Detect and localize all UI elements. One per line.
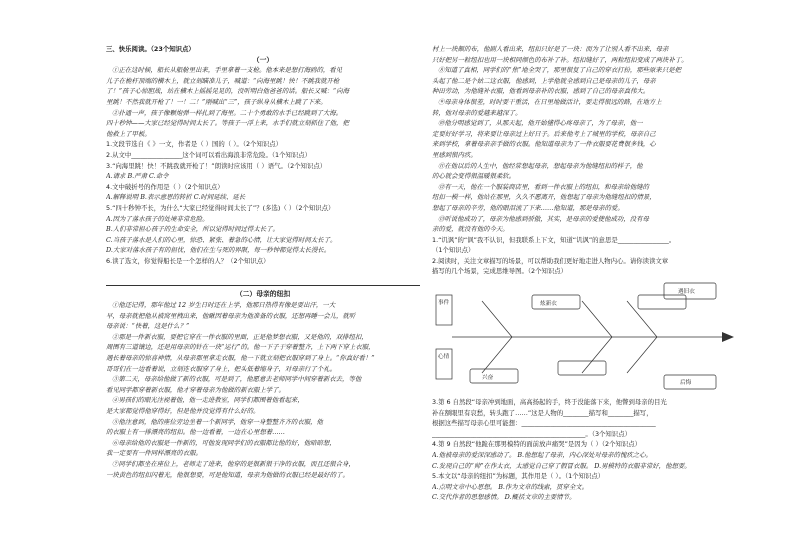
passage2-line: ⑤他注意到，他的座位旁边坐着一个新同学，他穿一身整整齐齐的衣服，他	[112, 417, 323, 426]
branch-line	[627, 337, 657, 373]
passage2-line: 头起了他二是个姑二这衣服，他感到，上学他就全感到自己是母亲的儿子，母亲	[432, 76, 656, 85]
branch-line	[582, 301, 612, 337]
passage2-line: ③第二天，母亲给他做了新的衣服，可是到了，他愿意去老师同学中间穿着新衣去，等他	[112, 375, 362, 384]
question-option: D.大家对落水孩子有的担忧，他们在生与死的界限，每一秒钟都觉得太长漫长。	[106, 246, 331, 255]
passage1-line: 四十秒钟——大家已经觉得时间太长了。等孩子一浮上来，水手们就立刻抓住了他，把	[106, 119, 349, 128]
question: 2.从文中________________这个词可以看出海浪非常危险。（1个知识点）	[106, 150, 312, 159]
box-label: 兴奋	[482, 375, 494, 382]
passage1-line: 儿子在桅杆顶端的横木上，就立刻瞄准儿子，喊道：“向海里跳！快！不跳我就开枪	[106, 76, 340, 85]
question-option: A.他被母亲的爱深深感动了。 B.他想起了母亲，内心深处对母亲的愧疚之心。	[432, 451, 652, 460]
passage1-line: 里跳！不然我就开枪了！一！二！”刚喊出“三”，孩子纵身从横木上跳了下来。	[106, 97, 327, 106]
question: 6.读了选文，你觉得船长是一个怎样的人？（2个知识点）	[106, 256, 270, 265]
branch-line	[482, 301, 512, 337]
passage2-line: 定要好好学习，将来要让母亲过上好日子。后来他考上了城里的学校，母亲自己	[432, 129, 656, 138]
passage2-line: 种田劳动，为他缝补衣服，他看到母亲补的衣服，感到了自己的母亲真伟大。	[432, 87, 650, 96]
passage2-line: 亲的爱，就没有他的今天。	[432, 225, 509, 234]
passage2-line: 来到学校，拿着母亲亲手做的衣服。他知道母亲为了一件衣服要花费很多钱，心	[432, 140, 656, 149]
passage2-line: 看见同学都穿着新衣服，他才穿着母亲为他做的新衣服上学了。	[106, 385, 285, 394]
passage2-line: ⑪在他以后的人生中，他经常想起母亲，想起母亲为他缝纽扣的样子，他	[438, 161, 643, 170]
passage1-line: ①正在这时候，船长从船舱里出来，手里拿着一支枪。他本来是想打海鸥的，看见	[112, 66, 343, 75]
question: 根据这些描写母亲心里可能想：__________________________________________	[432, 419, 656, 428]
passage1-line: ②扑通一声，孩子像颗炮弹一样扎到了海里。二十个勇敢的水手已经跳到了大海。	[112, 108, 343, 117]
question: 1.“讥讽”的“讽”我不认识，但我联系上下文，知道“讥讽”的意思是________________。	[432, 235, 676, 244]
question: 补在额眼里有哀愁，转头跑了……”这是人物的________描写和________描写，	[432, 408, 653, 417]
question-option: B.人们非常担心孩子的生命安全，所以觉得时间过得太长了。	[106, 225, 279, 234]
question: 3.“向海里跳！快！不跳我就开枪了！”朗读时应该用（ ）语气。（2个知识点）	[106, 161, 327, 170]
passage2-line: ⑬听说他成功了，母亲为他感到骄傲，其实，是母亲的爱使他成功，没有母	[438, 214, 649, 223]
question: 3.第 6 自然段“母亲冲到地面，高高扬起的手，终于没能落下来，他瞥到母亲的目光	[432, 398, 667, 407]
box-label: 后悔	[680, 380, 692, 387]
section-heading: 三、快乐阅读。（23个知识点）	[106, 45, 195, 53]
question-option: C.交代作者的思想感情。 D.概括文章的主要情节。	[432, 493, 576, 502]
passage1-title: （一）	[252, 55, 274, 64]
passage1-line: 他救上了甲板。	[106, 129, 151, 138]
answer-line	[106, 285, 420, 286]
question: 2.阅读时，关注文章描写的场景，可以帮助我们更好地走进人物内心。请你读读文章	[432, 256, 669, 265]
passage2-line: 我一定要有一件同样漂亮的衣服。	[106, 449, 202, 458]
passage2-line: 转，他对母亲的爱越来越深了。	[432, 108, 522, 117]
question: 4.文中破折号的作用是（ ）（2个知识点）	[106, 182, 224, 191]
passage2-line: 哥哥们在一边看着说，立刻连衣服穿了身上，把头低着缩身子，对母亲行了个礼。	[106, 364, 337, 373]
passage2-line: 母亲说：“快着，这是什么？”	[106, 322, 190, 331]
passage2-line: ④男孩们的眼光注视着他，他一走进教室，同学们都围着他看起来，	[112, 396, 304, 405]
passage2-line: 只好把另一粒纽扣也用一块相同颜色的布补了补。纽扣缝好了，两粒纽扣变成了两块补丁。	[432, 55, 688, 64]
passage2-line: ⑦同学们都坐在座位上，老师走了进来，他穿的是很新很干净的衣服，而且还很合身，	[112, 459, 355, 468]
fishbone-mind-map	[432, 281, 762, 393]
passage2-line: 想起了母亲的辛劳，他的眼泪流了下来……他知道，那是母亲的爱。	[432, 203, 624, 212]
event-label: 事件	[438, 300, 450, 307]
question: 5.“四十秒钟不长，为什么“大家已经觉得时间太长了”？(多选)（ ）（2个知识点）	[106, 203, 335, 212]
question-option: A.请求 B.严肃 C.命令	[106, 172, 169, 181]
passage2-line: 里感到很内疚。	[432, 150, 477, 159]
question: ________________________________________________。（3个知识点）	[432, 429, 631, 438]
question: 5.本文以“母亲的纽扣”为标题，其作用是（ ）。（1个知识点）	[432, 472, 605, 481]
passage2-line: ⑥母亲给他的衣服是一件新的，可他发现同学们的衣服都比他的好，他暗暗想，	[112, 438, 336, 447]
question: 描写的几个场景，完成思维导图。（2个知识点）	[432, 267, 568, 276]
question-option: C.发现自己的“帅”在作太衣，太感觉自己穿了假冒衣服。 D.男模特的衣服非常好，他想要。	[432, 461, 691, 470]
passage2-line: 的心就会变得很温暖很柔软。	[432, 172, 516, 181]
box-label: 遇旧衣	[678, 289, 695, 296]
branch-line	[482, 337, 512, 373]
passage2-line: ⑫有一天，他在一个服装商店里，看到一件衣服上的纽扣，和母亲给他缝的	[438, 182, 649, 191]
passage2-line: ②那是一件新衣服，要把它穿在一件衣服的里面，正是他梦想衣服，又是他的，双排纽扣，	[112, 332, 368, 341]
question: （1个知识点）	[432, 246, 475, 255]
passage2-line: 一块黄色的纽扣闪着光，他很想要，可是他知道，母亲为他做的衣服已经是最好的了。	[106, 470, 349, 479]
mood-label: 心情	[438, 354, 450, 361]
passage2-line: 是大家都觉得他穿得好，但是他并没觉得有什么好的。	[106, 407, 260, 415]
passage2-line: ⑨母亲身体很差，时时要干重活，在日里地做活计，要走得很远的路，在地方上	[438, 97, 662, 106]
passage2-line: 村上一块颇的布，他剧人看出来，纽扣只好是了一块：而为了让别人看不出来，母亲	[432, 45, 669, 53]
passage2-line: 纽扣一模一样，他站在那里，久久不愿离开，他想起了母亲为他缝纽扣的情景，	[432, 193, 656, 202]
passage1-line: 了！”孩子心惊胆战，站在横木上摇摇晃晃的，没听明白他爸爸的话。船长又喊：“向海	[106, 87, 349, 96]
question-option: A.解释说明 B.表示意思的转折 C.时间延续、延长	[106, 193, 246, 202]
box-label: 炫新衣	[540, 301, 557, 308]
question-option: A.点明文章中心思想。 B.作为文章的线索，贯穿全文。	[432, 482, 588, 491]
bottom-box	[470, 369, 518, 383]
left-column	[106, 44, 420, 480]
passage2-line: ⑧知道了真相，同学们的“焦”地全哭了，那里很复了自己的穿衣打扮，那些原来只是把	[438, 66, 681, 75]
branch-line	[582, 337, 612, 373]
question-option: C.当孩子落水是人们的心里，惊恐、紧张、着急的心情，让大家觉得时间太长了。	[106, 235, 337, 244]
passage2-line: 周围有三道镶边，还是用母亲的针在一块“运行”的。他一下子于穿着整齐，上下两下穿上衣服，	[106, 343, 375, 352]
branch-line	[627, 301, 657, 337]
passage2-line: ⑩他分明感觉到了，从那天起，他开始懂得心疼母亲了，为了母亲，他一	[438, 119, 643, 128]
question-option: A.因为了落水孩子的处境非常危险。	[106, 214, 209, 223]
question: 1.文段节选自《 》一文，作者是（ ）国的（ ）。（2个知识点）	[106, 140, 283, 149]
arrow-head	[722, 332, 734, 342]
answer-space	[106, 266, 420, 282]
passage2-line: 遇长着母亲的惊喜神情，从母亲那里拿走衣服，他一下就立刻把衣服穿到了身上。“你真好看！”	[106, 354, 375, 363]
right-column	[432, 44, 762, 503]
passage2-line: ①他还记得，那年他过 12 岁生日时还在上学，他那日热得有像是要出汗，一大	[112, 301, 336, 310]
passage2-title: （二）母亲的纽扣	[235, 290, 291, 299]
passage2-line: 的衣服上有一排漂亮的纽扣。他一边看着，一边在心里想着……	[106, 428, 285, 437]
question: 4.第 9 自然段“他跪在那男模特的面前放声痛哭”是因为（ ）（2个知识点）	[432, 440, 642, 449]
passage2-line: 早，母亲就把他从被窝里拽出来，他瞅因着母亲为他准备的衣服，还想再睡一会儿，就听	[106, 311, 356, 320]
